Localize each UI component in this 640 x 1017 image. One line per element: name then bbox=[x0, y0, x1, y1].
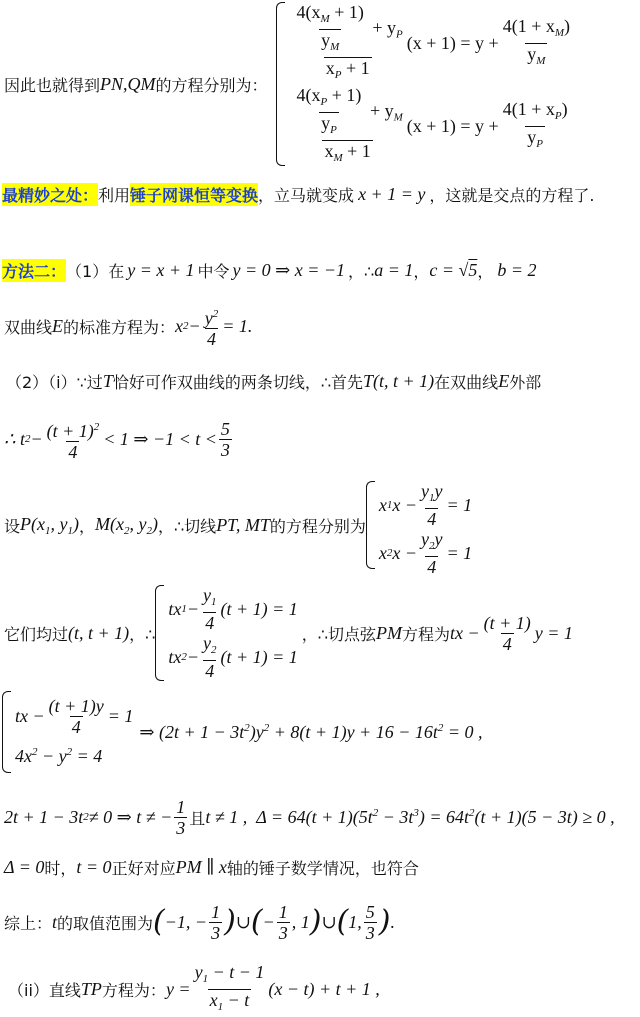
both-text-3: ，∴切点弦 bbox=[301, 624, 376, 644]
part-2i-text: （2）（i）∵过 bbox=[6, 372, 103, 392]
highlight-term: 锤子网课恒等变换 bbox=[130, 183, 258, 206]
key-insight-text-2: ，立马就变成 bbox=[258, 185, 355, 205]
method-two-label: 方法二： bbox=[2, 259, 66, 282]
method-two-text-2: 中令 bbox=[197, 261, 230, 281]
discriminant-line: 2t + 1 − 3t 2 ≠ 0 ⇒ t ≠ − $\frac{1}{3}$ 且 t ≠ 1 , $\Delta = 64(t + 1)(5t^2 - 3t^3) = 64t^2(t + 1)(5 - 3t) \ge 0$ , bbox=[4, 796, 615, 838]
method-two-text-3: ，∴ bbox=[348, 261, 375, 281]
conclusion-text-2: 的取值范围为 bbox=[57, 913, 154, 933]
hyperbola-text-2: 的标准方程为： bbox=[63, 317, 176, 337]
intro-text: 因此也就得到 bbox=[4, 75, 101, 95]
part-2i-text-4: 外部 bbox=[509, 372, 542, 392]
set-text-2: ， bbox=[79, 516, 96, 536]
both-text-2: ，∴ bbox=[129, 624, 156, 644]
intro-text-2: 的方程分别为： bbox=[155, 75, 268, 95]
key-insight-label: 最精妙之处： bbox=[2, 183, 98, 206]
part-2ii-text: （ii）直线 bbox=[8, 980, 81, 1000]
part-2ii-text-2: 方程为： bbox=[101, 980, 166, 1000]
method-two-text-4: ， bbox=[413, 261, 430, 281]
method-two-text: （1）在 bbox=[66, 261, 125, 281]
delta-zero-text-3: 轴的锤子数学情况，也符合 bbox=[226, 858, 419, 878]
part-2i-text-3: 在双曲线 bbox=[434, 372, 499, 392]
key-insight-line: 最精妙之处： 利用 锤子网课恒等变换 ，立马就变成 x + 1 = y ，这就是交点的方程了. bbox=[2, 183, 595, 205]
delta-zero-text: 时， bbox=[44, 858, 77, 878]
and-text: 且 bbox=[189, 808, 206, 828]
pn-qm-equations-line: 因此也就得到 PN , QM 的方程分别为： $\frac{4(x_M + 1)}{y_M}$ + $y_P$ $x_P + 1$ (x + 1) = y + $\frac{4(1 + x_M)}{y_M}$ $\frac{4(x_P + 1)}{y_P}$ + $y_M$ $x_M + 1$ (x + 1) = y + $\frac{4(1 + x_P)}{y_P}$ bbox=[0, 0, 574, 168]
conclusion-text: 综上： bbox=[4, 913, 53, 933]
method-two-line: 方法二： （1）在 y = x + 1 中令 y = 0 ⇒ x = −1 ，∴ a = 1 ， c = √5 ， b = 2 bbox=[2, 259, 537, 281]
hyperbola-line: 双曲线 E 的标准方程为： x 2 − $\frac{y^2}{4}$ = 1. bbox=[4, 307, 253, 349]
qm-label: QM bbox=[127, 73, 156, 94]
chord-line: 它们均过 (t, t + 1) ，∴ tx 1 − $\frac{y_1}{4}$ (t + 1) = 1 tx 2 − $\frac{y_2}{4}$ (t + 1) = 1 ，∴切点弦 PM 方程为 tx − $\frac{(t + 1)}{4}$ y = 1 bbox=[4, 585, 573, 681]
both-text-4: 方程为 bbox=[401, 624, 450, 644]
delta-zero-text-2: 正好对应 bbox=[111, 858, 176, 878]
pn-label: PN bbox=[100, 73, 124, 94]
part-2i-line: （2）（i）∵过 T 恰好可作双曲线的两条切线，∴首先 T(t, t + 1) 在双曲线 E 外部 bbox=[6, 370, 542, 392]
hyperbola-text: 双曲线 bbox=[4, 317, 53, 337]
pn-equation: $\frac{4(x_M + 1)}{y_M}$ + $y_P$ $x_P + 1$ (x + 1) = y + $\frac{4(1 + x_M)}{y_M}$ bbox=[289, 2, 575, 85]
tangent-lines-line: 设 $P(x_1$, $y_1$) ， $M(x_2$, $y_2$) ，∴切线 PT, MT 的方程分别为 x 1 x − $\frac{y_1y}{4}$ = 1 x 2 x − $\frac{y_2y}{4}$ = 1 bbox=[4, 481, 473, 577]
key-insight-text: 利用 bbox=[98, 185, 131, 205]
quadratic-line: tx − $\frac{(t + 1)y}{4}$ = 1 $4x^2 - y^2 = 4$ ⇒ $(2t + 1 - 3t^2)y^2 + 8(t + 1)y + 16 - 16t^2 = 0$ , bbox=[0, 690, 483, 774]
both-text: 它们均过 bbox=[4, 624, 69, 644]
part-2ii-line: （ii）直线 TP 方程为： y = $\frac{y_1 - t - 1}{x_1 - t}$ (x − t) + t + 1 , bbox=[0, 962, 380, 1016]
part-2i-text-2: 恰好可作双曲线的两条切线，∴首先 bbox=[112, 372, 364, 392]
qm-equation: $\frac{4(x_P + 1)}{y_P}$ + $y_M$ $x_M + 1$ (x + 1) = y + $\frac{4(1 + x_P)}{y_P}$ bbox=[289, 85, 575, 168]
set-text-4: 的方程分别为 bbox=[269, 516, 366, 536]
conclusion-line: 综上： t 的取值范围为 ( −1, − $\frac{1}{3}$ ) ∪ ( − $\frac{1}{3}$ , 1 ) ∪ ( 1, $\frac{5}{3}$ ) . bbox=[4, 901, 395, 943]
set-text-3: ，∴切线 bbox=[158, 516, 217, 536]
delta-zero-line: Δ = 0 时， t = 0 正好对应 PM ∥ x 轴的锤子数学情况，也符合 bbox=[4, 856, 419, 878]
set-text: 设 bbox=[4, 516, 21, 536]
key-insight-text-3: ，这就是交点的方程了. bbox=[429, 185, 595, 205]
method-two-text-5: ， bbox=[477, 261, 494, 281]
inequality-line: ∴ t 2 − $\frac{(t + 1)^2}{4}$ < 1 ⇒ −1 < t < $\frac{5}{3}$ bbox=[4, 418, 230, 462]
